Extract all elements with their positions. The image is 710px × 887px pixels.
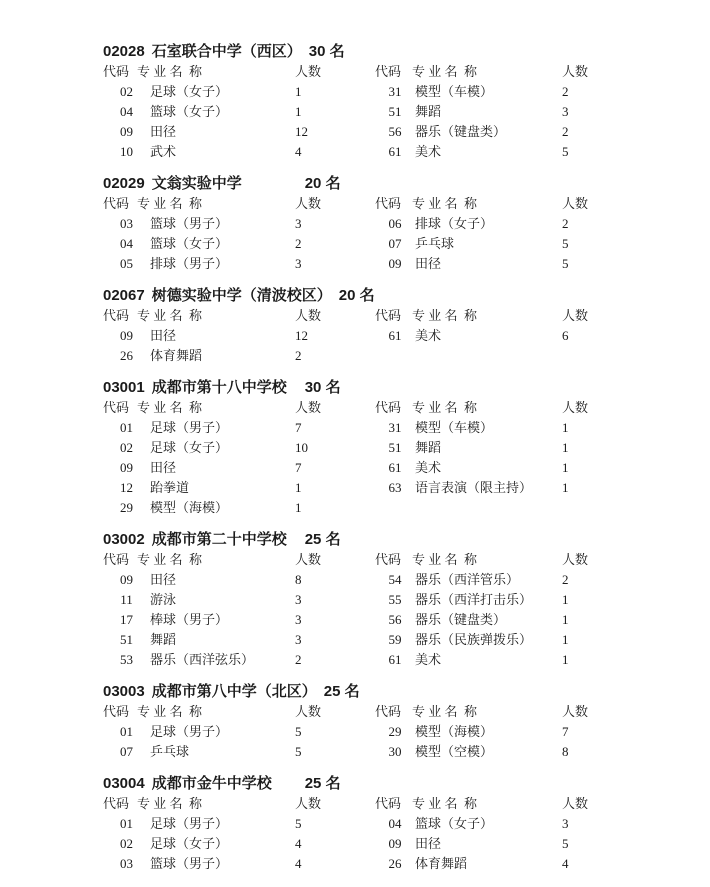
school-header [103,530,670,550]
table-row [375,722,610,742]
table-row [103,722,375,742]
table-right-column [375,306,610,366]
table-row [103,590,375,610]
school-name: 成都市金牛中学校 [151,775,272,792]
row-student-count: 1 [562,652,569,667]
col-header-count: 人数 [562,552,589,567]
row-specialty-name: 美术 [415,652,442,667]
table-right-column [375,194,610,274]
specialty-table [103,550,670,670]
table-row [103,234,375,254]
row-specialty-code: 17 [120,612,133,627]
row-specialty-name: 篮球（女子） [150,236,229,251]
row-specialty-code: 07 [388,236,402,251]
table-left-column [103,62,375,162]
table-row [375,122,610,142]
col-header-code: 代码 [103,704,130,719]
row-student-count: 4 [295,856,302,871]
row-student-count: 5 [562,144,569,159]
row-student-count: 1 [295,104,302,119]
table-row [375,742,610,762]
school-code: 02028 [103,43,145,60]
row-specialty-name: 舞蹈 [415,104,442,119]
school-section [103,774,670,874]
col-header-name: 专 业 名 称 [137,308,203,323]
school-quota: 25 名 [304,531,341,548]
row-specialty-code: 29 [120,500,133,515]
row-student-count: 5 [295,744,302,759]
col-header-count: 人数 [295,64,322,79]
table-left-column [103,306,375,366]
school-code: 03002 [103,531,145,548]
row-specialty-name: 体育舞蹈 [415,856,468,871]
school-section [103,42,670,162]
row-specialty-name: 田径 [415,836,442,851]
row-specialty-code: 59 [388,632,402,647]
table-row [375,630,610,650]
row-specialty-name: 田径 [150,460,177,475]
row-specialty-name: 美术 [415,328,442,343]
row-student-count: 3 [295,612,302,627]
row-specialty-code: 56 [388,612,402,627]
row-student-count: 6 [562,328,569,343]
table-row [103,650,375,670]
school-header [103,174,670,194]
specialty-table [103,794,670,874]
row-student-count: 2 [562,216,569,231]
row-specialty-code: 29 [388,724,402,739]
row-student-count: 8 [295,572,302,587]
table-row [103,498,375,518]
row-specialty-name: 田径 [415,256,442,271]
col-header-count: 人数 [562,64,589,79]
sections-container [103,42,670,874]
row-specialty-name: 乒乓球 [415,236,455,251]
col-header-code: 代码 [375,704,402,719]
specialty-table [103,194,670,274]
row-student-count: 3 [295,256,302,271]
row-specialty-code: 02 [120,440,133,455]
row-specialty-code: 06 [388,216,402,231]
row-student-count: 1 [562,440,569,455]
col-header-code: 代码 [375,308,402,323]
school-quota: 25 名 [304,775,341,792]
school-name: 成都市第八中学（北区） [151,683,317,700]
row-specialty-name: 器乐（键盘类） [415,612,507,627]
specialty-table [103,306,670,366]
row-student-count: 2 [295,652,302,667]
row-specialty-name: 模型（海模） [150,500,229,515]
col-header-name: 专 业 名 称 [412,64,478,79]
row-specialty-code: 63 [388,480,402,495]
table-right-column [375,398,610,518]
row-student-count: 2 [295,236,302,251]
row-student-count: 3 [295,632,302,647]
row-specialty-name: 模型（海模） [415,724,494,739]
row-specialty-name: 足球（女子） [150,84,229,99]
table-right-column [375,62,610,162]
row-student-count: 1 [295,480,302,495]
table-row [103,102,375,122]
row-student-count: 5 [295,816,302,831]
school-name: 石室联合中学（西区） [151,43,302,60]
row-specialty-name: 篮球（女子） [415,816,494,831]
school-quota: 30 名 [308,43,345,60]
table-row [375,814,610,834]
table-row [103,458,375,478]
school-header [103,286,670,306]
school-header [103,774,670,794]
table-row [375,82,610,102]
row-student-count: 4 [295,836,302,851]
row-specialty-code: 61 [388,328,402,343]
row-specialty-name: 器乐（西洋打击乐） [415,592,533,607]
row-student-count: 4 [295,144,302,159]
school-quota: 20 名 [304,175,341,192]
row-student-count: 1 [562,420,569,435]
table-header-row [375,550,610,570]
col-header-code: 代码 [375,796,402,811]
row-specialty-code: 02 [120,84,133,99]
table-row [103,326,375,346]
row-specialty-name: 美术 [415,144,442,159]
row-specialty-code: 03 [120,856,133,871]
table-row [103,254,375,274]
row-student-count: 1 [295,500,302,515]
col-header-name: 专 业 名 称 [137,704,203,719]
table-row [103,418,375,438]
row-student-count: 5 [562,256,569,271]
row-specialty-name: 棒球（男子） [150,612,229,627]
col-header-code: 代码 [103,308,130,323]
row-specialty-code: 01 [120,816,133,831]
row-specialty-code: 51 [120,632,133,647]
row-student-count: 7 [295,420,302,435]
row-specialty-code: 30 [388,744,402,759]
school-quota: 20 名 [338,287,375,304]
row-specialty-code: 09 [388,256,402,271]
school-code: 02067 [103,287,145,304]
school-section [103,174,670,274]
row-student-count: 5 [562,836,569,851]
col-header-name: 专 业 名 称 [137,552,203,567]
row-specialty-name: 模型（空模） [415,744,494,759]
row-student-count: 5 [562,236,569,251]
row-specialty-name: 武术 [150,144,177,159]
table-header-row [375,702,610,722]
row-specialty-code: 26 [388,856,402,871]
table-row [375,102,610,122]
school-header [103,682,670,702]
table-header-row [375,306,610,326]
table-row [103,854,375,874]
table-left-column [103,550,375,670]
table-header-row [103,794,375,814]
col-header-name: 专 业 名 称 [137,64,203,79]
row-specialty-code: 12 [120,480,133,495]
table-right-column [375,550,610,670]
col-header-name: 专 业 名 称 [412,196,478,211]
row-student-count: 1 [562,460,569,475]
col-header-count: 人数 [562,196,589,211]
row-specialty-name: 足球（男子） [150,420,229,435]
row-specialty-name: 篮球（男子） [150,216,229,231]
row-student-count: 10 [295,440,308,455]
row-specialty-code: 09 [120,328,133,343]
row-specialty-code: 04 [388,816,402,831]
row-student-count: 2 [562,84,569,99]
row-specialty-code: 31 [388,420,402,435]
col-header-name: 专 业 名 称 [412,552,478,567]
row-specialty-name: 足球（女子） [150,836,229,851]
row-specialty-name: 模型（车模） [415,84,494,99]
table-header-row [103,398,375,418]
row-specialty-code: 07 [120,744,133,759]
row-specialty-name: 排球（女子） [415,216,494,231]
row-specialty-name: 篮球（女子） [150,104,229,119]
col-header-count: 人数 [295,400,322,415]
row-specialty-name: 舞蹈 [415,440,442,455]
table-header-row [375,398,610,418]
row-specialty-name: 乒乓球 [150,744,190,759]
school-section [103,378,670,518]
row-specialty-code: 09 [120,460,133,475]
school-code: 03001 [103,379,145,396]
row-student-count: 3 [295,216,302,231]
row-specialty-name: 语言表演（限主持） [415,480,533,495]
row-specialty-name: 足球（男子） [150,816,229,831]
col-header-name: 专 业 名 称 [412,704,478,719]
row-specialty-code: 01 [120,420,133,435]
table-row [375,214,610,234]
specialty-table [103,62,670,162]
row-specialty-name: 器乐（西洋弦乐） [150,652,255,667]
table-row [375,234,610,254]
row-specialty-code: 55 [388,592,402,607]
row-specialty-code: 26 [120,348,133,363]
row-student-count: 1 [562,632,569,647]
row-specialty-code: 11 [120,592,133,607]
table-row [375,438,610,458]
table-row [103,834,375,854]
col-header-count: 人数 [295,196,322,211]
table-row [103,814,375,834]
col-header-name: 专 业 名 称 [137,400,203,415]
table-header-row [375,194,610,214]
row-specialty-name: 足球（女子） [150,440,229,455]
table-header-row [103,306,375,326]
row-specialty-code: 31 [388,84,402,99]
row-specialty-name: 器乐（键盘类） [415,124,507,139]
row-specialty-name: 器乐（西洋管乐） [415,572,520,587]
row-student-count: 7 [562,724,569,739]
row-student-count: 2 [562,124,569,139]
school-section [103,682,670,762]
table-row [103,346,375,366]
row-student-count: 2 [562,572,569,587]
table-row [103,142,375,162]
col-header-count: 人数 [562,308,589,323]
col-header-code: 代码 [103,796,130,811]
col-header-name: 专 业 名 称 [412,796,478,811]
table-row [375,854,610,874]
table-row [103,122,375,142]
table-row [103,630,375,650]
row-specialty-name: 田径 [150,328,177,343]
school-name: 文翁实验中学 [151,175,242,192]
col-header-code: 代码 [375,64,402,79]
col-header-count: 人数 [562,400,589,415]
col-header-code: 代码 [103,552,130,567]
row-specialty-name: 篮球（男子） [150,856,229,871]
table-left-column [103,398,375,518]
col-header-count: 人数 [295,552,322,567]
row-specialty-code: 05 [120,256,133,271]
table-row [375,610,610,630]
col-header-code: 代码 [103,196,130,211]
table-row [375,142,610,162]
row-specialty-name: 舞蹈 [150,632,177,647]
row-student-count: 1 [562,480,569,495]
table-right-column [375,794,610,874]
table-row [375,834,610,854]
table-header-row [375,794,610,814]
row-specialty-name: 田径 [150,572,177,587]
row-student-count: 1 [562,612,569,627]
row-specialty-code: 01 [120,724,133,739]
col-header-count: 人数 [295,308,322,323]
col-header-code: 代码 [103,400,130,415]
table-row [103,82,375,102]
table-row [103,438,375,458]
col-header-code: 代码 [375,196,402,211]
table-row [375,478,610,498]
specialty-table [103,398,670,518]
row-specialty-code: 53 [120,652,133,667]
col-header-code: 代码 [103,64,130,79]
school-code: 03004 [103,775,145,792]
row-specialty-code: 51 [388,104,402,119]
table-left-column [103,194,375,274]
col-header-name: 专 业 名 称 [412,400,478,415]
school-header [103,378,670,398]
row-student-count: 3 [295,592,302,607]
table-header-row [103,550,375,570]
row-student-count: 7 [295,460,302,475]
row-specialty-code: 03 [120,216,133,231]
col-header-count: 人数 [295,796,322,811]
col-header-code: 代码 [375,552,402,567]
table-header-row [103,62,375,82]
table-row [375,326,610,346]
table-row [103,610,375,630]
table-row [103,742,375,762]
row-student-count: 4 [562,856,569,871]
row-student-count: 2 [295,348,302,363]
school-section [103,286,670,366]
table-row [103,570,375,590]
col-header-name: 专 业 名 称 [137,796,203,811]
row-specialty-code: 61 [388,652,402,667]
table-row [375,590,610,610]
school-quota: 25 名 [323,683,360,700]
school-section [103,530,670,670]
school-name: 成都市第二十中学校 [151,531,287,548]
school-name: 树德实验中学（清波校区） [151,287,332,304]
row-specialty-code: 04 [120,236,133,251]
row-specialty-code: 61 [388,144,402,159]
table-row [375,418,610,438]
col-header-count: 人数 [295,704,322,719]
row-specialty-name: 田径 [150,124,177,139]
row-specialty-code: 09 [120,124,133,139]
table-row [375,458,610,478]
table-row [375,650,610,670]
row-student-count: 3 [562,816,569,831]
table-header-row [103,194,375,214]
table-right-column [375,702,610,762]
table-row [103,214,375,234]
row-specialty-code: 56 [388,124,402,139]
table-left-column [103,702,375,762]
table-row [103,478,375,498]
row-specialty-code: 10 [120,144,133,159]
row-student-count: 8 [562,744,569,759]
row-specialty-name: 器乐（民族弹拨乐） [415,632,533,647]
row-specialty-code: 02 [120,836,133,851]
row-specialty-name: 游泳 [150,592,177,607]
specialty-table [103,702,670,762]
row-student-count: 1 [562,592,569,607]
school-quota: 30 名 [304,379,341,396]
row-specialty-code: 09 [120,572,133,587]
row-specialty-name: 跆拳道 [150,480,190,495]
school-code: 03003 [103,683,145,700]
row-student-count: 12 [295,328,308,343]
table-row [375,254,610,274]
row-specialty-name: 排球（男子） [150,256,229,271]
row-specialty-name: 足球（男子） [150,724,229,739]
table-left-column [103,794,375,874]
row-specialty-code: 09 [388,836,402,851]
row-student-count: 12 [295,124,308,139]
row-specialty-name: 模型（车模） [415,420,494,435]
school-header [103,42,670,62]
row-student-count: 1 [295,84,302,99]
col-header-name: 专 业 名 称 [412,308,478,323]
row-specialty-code: 51 [388,440,402,455]
row-specialty-code: 04 [120,104,133,119]
school-code: 02029 [103,175,145,192]
col-header-name: 专 业 名 称 [137,196,203,211]
table-row [375,570,610,590]
row-specialty-name: 美术 [415,460,442,475]
row-specialty-code: 54 [388,572,402,587]
row-specialty-code: 61 [388,460,402,475]
row-student-count: 5 [295,724,302,739]
row-student-count: 3 [562,104,569,119]
row-specialty-name: 体育舞蹈 [150,348,203,363]
school-name: 成都市第十八中学校 [151,379,287,396]
table-header-row [375,62,610,82]
table-header-row [103,702,375,722]
col-header-code: 代码 [375,400,402,415]
col-header-count: 人数 [562,796,589,811]
col-header-count: 人数 [562,704,589,719]
